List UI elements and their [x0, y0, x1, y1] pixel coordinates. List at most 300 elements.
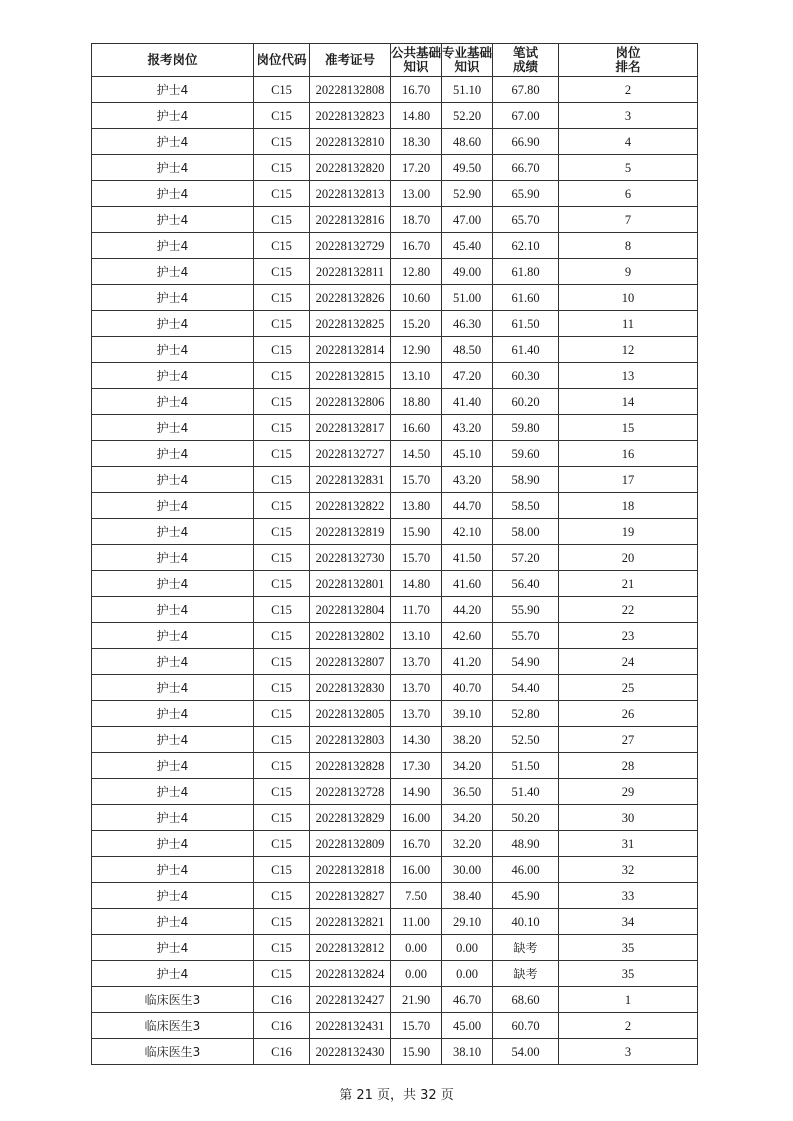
cell-ticket-number: 20228132809	[310, 831, 391, 857]
cell-written-score: 60.20	[493, 389, 559, 415]
cell-public-knowledge: 16.00	[391, 857, 442, 883]
cell-position: 护士4	[92, 701, 254, 727]
cell-position-code: C15	[254, 909, 310, 935]
cell-public-knowledge: 13.70	[391, 701, 442, 727]
cell-rank: 34	[559, 909, 698, 935]
cell-professional-knowledge: 29.10	[442, 909, 493, 935]
table-row	[92, 311, 698, 337]
cell-public-knowledge: 15.20	[391, 311, 442, 337]
cell-rank: 19	[559, 519, 698, 545]
cell-public-knowledge: 15.90	[391, 519, 442, 545]
cell-written-score: 65.90	[493, 181, 559, 207]
cell-ticket-number: 20228132431	[310, 1013, 391, 1039]
table-row	[92, 675, 698, 701]
cell-professional-knowledge: 49.50	[442, 155, 493, 181]
cell-public-knowledge: 18.80	[391, 389, 442, 415]
cell-professional-knowledge: 36.50	[442, 779, 493, 805]
cell-ticket-number: 20228132818	[310, 857, 391, 883]
cell-professional-knowledge: 46.70	[442, 987, 493, 1013]
cell-public-knowledge: 18.30	[391, 129, 442, 155]
cell-written-score: 51.50	[493, 753, 559, 779]
cell-written-score: 66.90	[493, 129, 559, 155]
cell-rank: 23	[559, 623, 698, 649]
cell-rank: 4	[559, 129, 698, 155]
cell-position: 护士4	[92, 493, 254, 519]
cell-written-score: 61.50	[493, 311, 559, 337]
cell-position-code: C15	[254, 571, 310, 597]
cell-public-knowledge: 13.00	[391, 181, 442, 207]
cell-public-knowledge: 0.00	[391, 935, 442, 961]
cell-professional-knowledge: 38.20	[442, 727, 493, 753]
table-row	[92, 935, 698, 961]
cell-ticket-number: 20228132822	[310, 493, 391, 519]
cell-professional-knowledge: 45.00	[442, 1013, 493, 1039]
cell-rank: 24	[559, 649, 698, 675]
cell-professional-knowledge: 42.10	[442, 519, 493, 545]
cell-position-code: C15	[254, 753, 310, 779]
cell-ticket-number: 20228132729	[310, 233, 391, 259]
cell-ticket-number: 20228132815	[310, 363, 391, 389]
cell-rank: 9	[559, 259, 698, 285]
cell-ticket-number: 20228132805	[310, 701, 391, 727]
cell-written-score: 65.70	[493, 207, 559, 233]
cell-public-knowledge: 14.80	[391, 571, 442, 597]
table-row	[92, 545, 698, 571]
cell-rank: 2	[559, 1013, 698, 1039]
cell-public-knowledge: 13.10	[391, 623, 442, 649]
cell-ticket-number: 20228132814	[310, 337, 391, 363]
cell-ticket-number: 20228132812	[310, 935, 391, 961]
cell-position-code: C15	[254, 285, 310, 311]
cell-rank: 3	[559, 103, 698, 129]
table-row	[92, 103, 698, 129]
cell-public-knowledge: 12.90	[391, 337, 442, 363]
cell-position: 护士4	[92, 545, 254, 571]
table-row	[92, 363, 698, 389]
cell-written-score: 45.90	[493, 883, 559, 909]
cell-position-code: C15	[254, 597, 310, 623]
cell-written-score: 55.70	[493, 623, 559, 649]
cell-ticket-number: 20228132830	[310, 675, 391, 701]
table-row	[92, 831, 698, 857]
cell-written-score: 46.00	[493, 857, 559, 883]
cell-position-code: C15	[254, 649, 310, 675]
table-row	[92, 207, 698, 233]
cell-professional-knowledge: 48.50	[442, 337, 493, 363]
cell-written-score: 55.90	[493, 597, 559, 623]
table-row	[92, 467, 698, 493]
cell-position: 护士4	[92, 441, 254, 467]
cell-professional-knowledge: 38.40	[442, 883, 493, 909]
cell-professional-knowledge: 41.60	[442, 571, 493, 597]
cell-public-knowledge: 10.60	[391, 285, 442, 311]
cell-professional-knowledge: 0.00	[442, 935, 493, 961]
cell-position-code: C15	[254, 675, 310, 701]
table-row	[92, 857, 698, 883]
cell-public-knowledge: 17.30	[391, 753, 442, 779]
cell-professional-knowledge: 46.30	[442, 311, 493, 337]
cell-public-knowledge: 7.50	[391, 883, 442, 909]
cell-position: 护士4	[92, 753, 254, 779]
cell-written-score: 68.60	[493, 987, 559, 1013]
cell-position-code: C15	[254, 337, 310, 363]
cell-position: 护士4	[92, 181, 254, 207]
cell-written-score: 54.40	[493, 675, 559, 701]
cell-position: 护士4	[92, 285, 254, 311]
cell-professional-knowledge: 47.00	[442, 207, 493, 233]
cell-position: 护士4	[92, 363, 254, 389]
cell-position: 护士4	[92, 311, 254, 337]
cell-professional-knowledge: 43.20	[442, 467, 493, 493]
cell-position: 临床医生3	[92, 987, 254, 1013]
cell-rank: 31	[559, 831, 698, 857]
cell-professional-knowledge: 51.00	[442, 285, 493, 311]
table-row	[92, 1013, 698, 1039]
cell-ticket-number: 20228132820	[310, 155, 391, 181]
table-header-row	[92, 44, 698, 77]
table-row	[92, 129, 698, 155]
cell-position-code: C15	[254, 181, 310, 207]
table-row	[92, 285, 698, 311]
cell-written-score: 54.90	[493, 649, 559, 675]
table-row	[92, 155, 698, 181]
cell-position-code: C16	[254, 1039, 310, 1065]
cell-position: 护士4	[92, 519, 254, 545]
cell-written-score: 58.90	[493, 467, 559, 493]
cell-ticket-number: 20228132807	[310, 649, 391, 675]
cell-position-code: C15	[254, 831, 310, 857]
cell-rank: 32	[559, 857, 698, 883]
score-table	[91, 43, 698, 1065]
cell-professional-knowledge: 38.10	[442, 1039, 493, 1065]
cell-written-score: 56.40	[493, 571, 559, 597]
cell-ticket-number: 20228132804	[310, 597, 391, 623]
cell-public-knowledge: 13.10	[391, 363, 442, 389]
cell-position-code: C16	[254, 987, 310, 1013]
cell-position-code: C15	[254, 389, 310, 415]
cell-position: 护士4	[92, 467, 254, 493]
cell-position-code: C15	[254, 857, 310, 883]
cell-ticket-number: 20228132823	[310, 103, 391, 129]
cell-position: 护士4	[92, 233, 254, 259]
header-position: 报考岗位	[92, 44, 254, 77]
cell-public-knowledge: 13.70	[391, 675, 442, 701]
cell-public-knowledge: 14.80	[391, 103, 442, 129]
cell-professional-knowledge: 45.40	[442, 233, 493, 259]
table-row	[92, 649, 698, 675]
cell-written-score: 61.80	[493, 259, 559, 285]
table-row	[92, 623, 698, 649]
cell-rank: 13	[559, 363, 698, 389]
cell-ticket-number: 20228132730	[310, 545, 391, 571]
cell-public-knowledge: 16.70	[391, 831, 442, 857]
cell-professional-knowledge: 32.20	[442, 831, 493, 857]
header-professional-knowledge: 专业基础 知识	[442, 44, 493, 77]
cell-rank: 17	[559, 467, 698, 493]
cell-public-knowledge: 15.90	[391, 1039, 442, 1065]
cell-professional-knowledge: 51.10	[442, 77, 493, 103]
cell-position-code: C15	[254, 77, 310, 103]
cell-written-score: 51.40	[493, 779, 559, 805]
table-row	[92, 779, 698, 805]
cell-public-knowledge: 13.80	[391, 493, 442, 519]
cell-position-code: C16	[254, 1013, 310, 1039]
cell-ticket-number: 20228132825	[310, 311, 391, 337]
cell-position-code: C15	[254, 441, 310, 467]
cell-written-score: 54.00	[493, 1039, 559, 1065]
cell-public-knowledge: 17.20	[391, 155, 442, 181]
cell-written-score: 60.70	[493, 1013, 559, 1039]
cell-position: 护士4	[92, 961, 254, 987]
cell-written-score: 52.80	[493, 701, 559, 727]
cell-written-score: 61.60	[493, 285, 559, 311]
cell-ticket-number: 20228132824	[310, 961, 391, 987]
cell-position-code: C15	[254, 805, 310, 831]
cell-position-code: C15	[254, 363, 310, 389]
cell-professional-knowledge: 45.10	[442, 441, 493, 467]
cell-position: 护士4	[92, 597, 254, 623]
table-row	[92, 233, 698, 259]
table-row	[92, 493, 698, 519]
cell-professional-knowledge: 52.20	[442, 103, 493, 129]
cell-written-score: 缺考	[493, 961, 559, 987]
cell-ticket-number: 20228132810	[310, 129, 391, 155]
cell-position-code: C15	[254, 155, 310, 181]
cell-ticket-number: 20228132801	[310, 571, 391, 597]
table-row	[92, 1039, 698, 1065]
cell-public-knowledge: 14.50	[391, 441, 442, 467]
cell-position-code: C15	[254, 935, 310, 961]
table-row	[92, 805, 698, 831]
cell-position: 护士4	[92, 77, 254, 103]
cell-public-knowledge: 16.70	[391, 233, 442, 259]
cell-professional-knowledge: 41.40	[442, 389, 493, 415]
cell-rank: 30	[559, 805, 698, 831]
cell-rank: 5	[559, 155, 698, 181]
cell-rank: 2	[559, 77, 698, 103]
cell-written-score: 60.30	[493, 363, 559, 389]
cell-rank: 29	[559, 779, 698, 805]
cell-position: 护士4	[92, 389, 254, 415]
cell-written-score: 66.70	[493, 155, 559, 181]
cell-position-code: C15	[254, 467, 310, 493]
cell-position: 临床医生3	[92, 1039, 254, 1065]
cell-ticket-number: 20228132829	[310, 805, 391, 831]
header-ticket-number: 准考证号	[310, 44, 391, 77]
cell-position-code: C15	[254, 493, 310, 519]
cell-professional-knowledge: 34.20	[442, 805, 493, 831]
cell-written-score: 61.40	[493, 337, 559, 363]
cell-rank: 18	[559, 493, 698, 519]
cell-position-code: C15	[254, 779, 310, 805]
cell-public-knowledge: 14.90	[391, 779, 442, 805]
cell-rank: 28	[559, 753, 698, 779]
cell-written-score: 62.10	[493, 233, 559, 259]
page-number: 第 21 页，共 32 页	[339, 1088, 454, 1103]
cell-rank: 3	[559, 1039, 698, 1065]
cell-public-knowledge: 21.90	[391, 987, 442, 1013]
cell-written-score: 58.00	[493, 519, 559, 545]
cell-written-score: 50.20	[493, 805, 559, 831]
cell-position-code: C15	[254, 883, 310, 909]
cell-position-code: C15	[254, 207, 310, 233]
cell-rank: 1	[559, 987, 698, 1013]
table-body	[92, 77, 698, 1065]
cell-rank: 7	[559, 207, 698, 233]
cell-position-code: C15	[254, 701, 310, 727]
cell-position: 护士4	[92, 103, 254, 129]
cell-position-code: C15	[254, 103, 310, 129]
table-row	[92, 701, 698, 727]
cell-rank: 35	[559, 961, 698, 987]
cell-position: 护士4	[92, 805, 254, 831]
header-written-score: 笔试 成绩	[493, 44, 559, 77]
cell-written-score: 58.50	[493, 493, 559, 519]
cell-ticket-number: 20228132827	[310, 883, 391, 909]
table-row	[92, 753, 698, 779]
cell-rank: 15	[559, 415, 698, 441]
cell-position: 护士4	[92, 623, 254, 649]
cell-ticket-number: 20228132831	[310, 467, 391, 493]
cell-written-score: 67.80	[493, 77, 559, 103]
cell-position-code: C15	[254, 545, 310, 571]
cell-written-score: 缺考	[493, 935, 559, 961]
table-row	[92, 389, 698, 415]
cell-ticket-number: 20228132803	[310, 727, 391, 753]
cell-ticket-number: 20228132828	[310, 753, 391, 779]
cell-position-code: C15	[254, 311, 310, 337]
cell-professional-knowledge: 39.10	[442, 701, 493, 727]
cell-public-knowledge: 0.00	[391, 961, 442, 987]
table-row	[92, 727, 698, 753]
cell-rank: 27	[559, 727, 698, 753]
cell-position-code: C15	[254, 259, 310, 285]
cell-position: 护士4	[92, 571, 254, 597]
table-row	[92, 987, 698, 1013]
cell-position: 护士4	[92, 259, 254, 285]
cell-ticket-number: 20228132802	[310, 623, 391, 649]
cell-rank: 6	[559, 181, 698, 207]
cell-position: 护士4	[92, 779, 254, 805]
cell-professional-knowledge: 42.60	[442, 623, 493, 649]
cell-position: 护士4	[92, 857, 254, 883]
cell-rank: 21	[559, 571, 698, 597]
cell-written-score: 57.20	[493, 545, 559, 571]
cell-position-code: C15	[254, 415, 310, 441]
cell-written-score: 48.90	[493, 831, 559, 857]
cell-rank: 22	[559, 597, 698, 623]
cell-ticket-number: 20228132427	[310, 987, 391, 1013]
cell-ticket-number: 20228132806	[310, 389, 391, 415]
table-row	[92, 415, 698, 441]
cell-position-code: C15	[254, 519, 310, 545]
cell-position-code: C15	[254, 961, 310, 987]
table-row	[92, 519, 698, 545]
cell-ticket-number: 20228132821	[310, 909, 391, 935]
cell-professional-knowledge: 47.20	[442, 363, 493, 389]
cell-public-knowledge: 11.00	[391, 909, 442, 935]
cell-public-knowledge: 14.30	[391, 727, 442, 753]
cell-written-score: 59.80	[493, 415, 559, 441]
cell-public-knowledge: 18.70	[391, 207, 442, 233]
cell-professional-knowledge: 30.00	[442, 857, 493, 883]
cell-ticket-number: 20228132813	[310, 181, 391, 207]
table-row	[92, 259, 698, 285]
cell-ticket-number: 20228132816	[310, 207, 391, 233]
cell-rank: 35	[559, 935, 698, 961]
cell-position: 临床医生3	[92, 1013, 254, 1039]
table-row	[92, 571, 698, 597]
cell-ticket-number: 20228132727	[310, 441, 391, 467]
cell-rank: 20	[559, 545, 698, 571]
cell-position-code: C15	[254, 727, 310, 753]
cell-professional-knowledge: 44.20	[442, 597, 493, 623]
cell-public-knowledge: 16.00	[391, 805, 442, 831]
cell-position: 护士4	[92, 935, 254, 961]
cell-ticket-number: 20228132811	[310, 259, 391, 285]
table-row	[92, 961, 698, 987]
cell-written-score: 52.50	[493, 727, 559, 753]
cell-position-code: C15	[254, 129, 310, 155]
header-position-code: 岗位代码	[254, 44, 310, 77]
cell-rank: 10	[559, 285, 698, 311]
table-row	[92, 181, 698, 207]
cell-ticket-number: 20228132819	[310, 519, 391, 545]
cell-written-score: 59.60	[493, 441, 559, 467]
table-row	[92, 337, 698, 363]
cell-rank: 8	[559, 233, 698, 259]
cell-professional-knowledge: 52.90	[442, 181, 493, 207]
table-row	[92, 441, 698, 467]
cell-rank: 26	[559, 701, 698, 727]
header-public-knowledge: 公共基础 知识	[391, 44, 442, 77]
cell-written-score: 40.10	[493, 909, 559, 935]
cell-position: 护士4	[92, 337, 254, 363]
cell-ticket-number: 20228132808	[310, 77, 391, 103]
cell-professional-knowledge: 49.00	[442, 259, 493, 285]
cell-ticket-number: 20228132826	[310, 285, 391, 311]
cell-professional-knowledge: 41.50	[442, 545, 493, 571]
cell-professional-knowledge: 40.70	[442, 675, 493, 701]
cell-public-knowledge: 15.70	[391, 1013, 442, 1039]
table-row	[92, 597, 698, 623]
cell-rank: 14	[559, 389, 698, 415]
cell-rank: 25	[559, 675, 698, 701]
cell-position: 护士4	[92, 831, 254, 857]
cell-rank: 11	[559, 311, 698, 337]
cell-professional-knowledge: 44.70	[442, 493, 493, 519]
cell-rank: 12	[559, 337, 698, 363]
cell-public-knowledge: 15.70	[391, 545, 442, 571]
cell-professional-knowledge: 48.60	[442, 129, 493, 155]
table-row	[92, 909, 698, 935]
cell-position-code: C15	[254, 623, 310, 649]
cell-position: 护士4	[92, 727, 254, 753]
cell-position-code: C15	[254, 233, 310, 259]
cell-position: 护士4	[92, 675, 254, 701]
header-rank: 岗位 排名	[559, 44, 698, 77]
cell-ticket-number: 20228132728	[310, 779, 391, 805]
cell-public-knowledge: 15.70	[391, 467, 442, 493]
cell-public-knowledge: 12.80	[391, 259, 442, 285]
cell-position: 护士4	[92, 155, 254, 181]
table-row	[92, 77, 698, 103]
cell-rank: 16	[559, 441, 698, 467]
table-row	[92, 883, 698, 909]
cell-written-score: 67.00	[493, 103, 559, 129]
cell-public-knowledge: 13.70	[391, 649, 442, 675]
cell-position: 护士4	[92, 129, 254, 155]
